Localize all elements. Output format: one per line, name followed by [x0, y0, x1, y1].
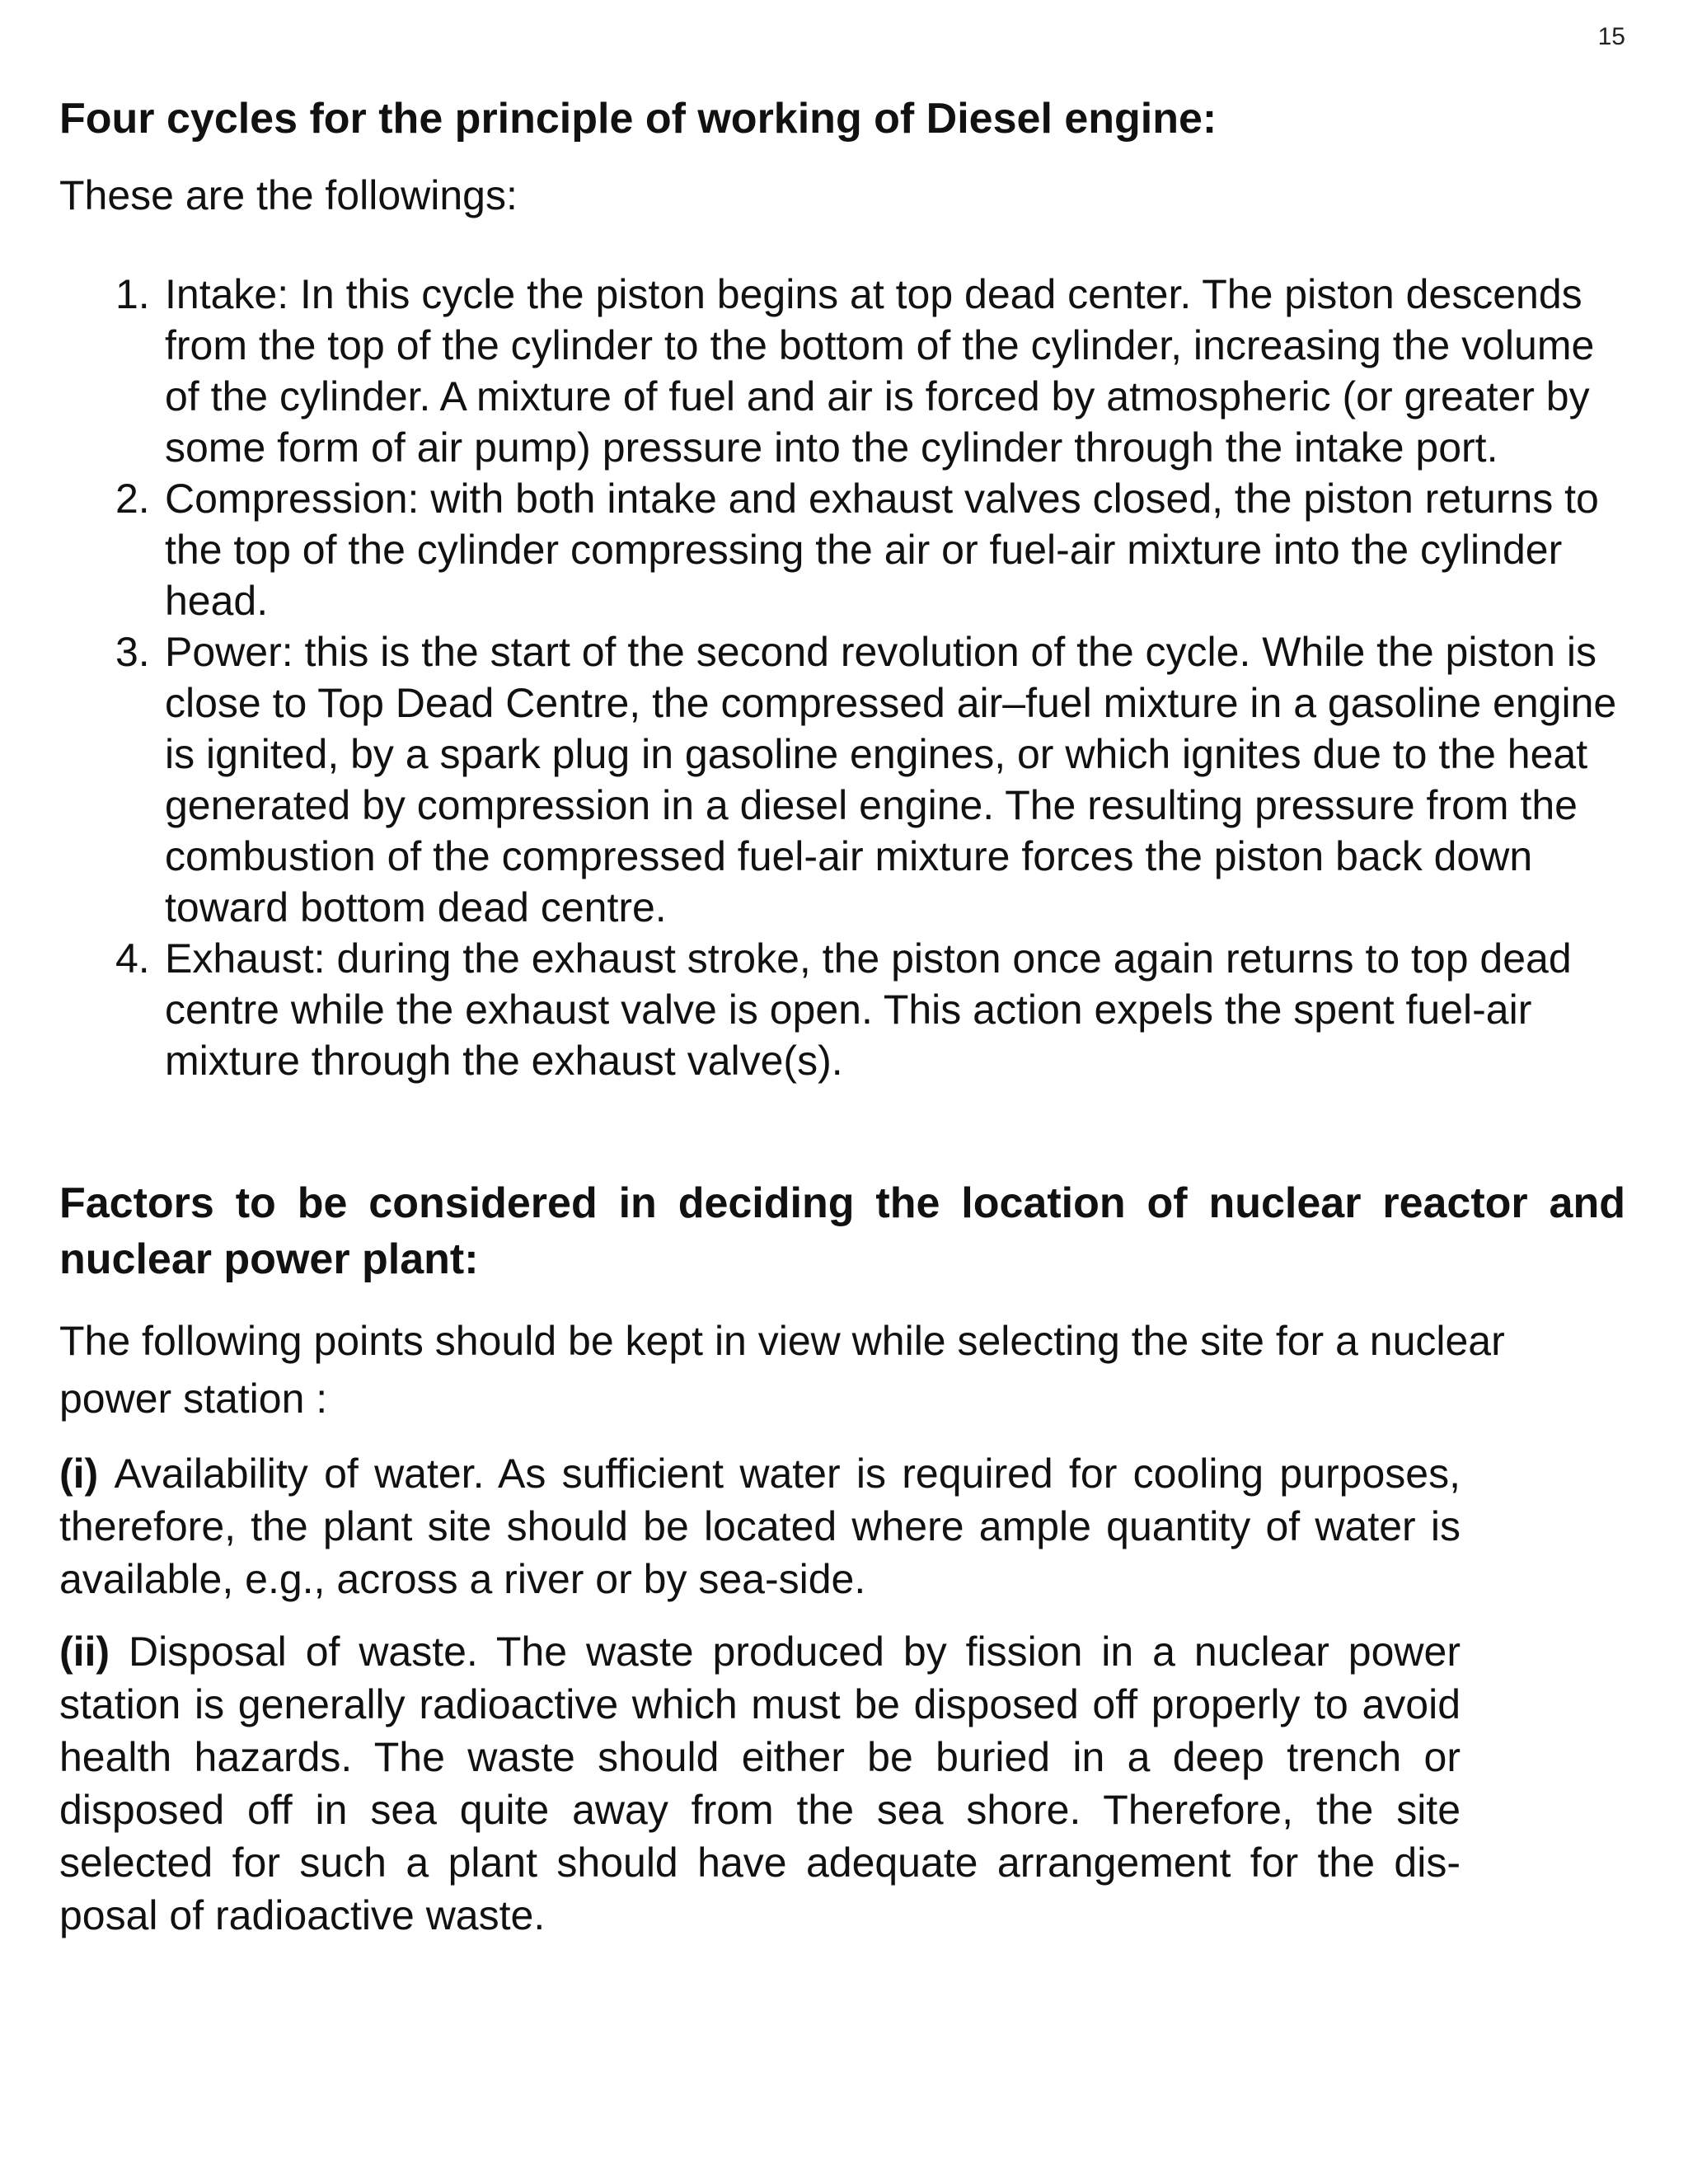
cycle-item-intake: [59, 269, 1625, 473]
cycle-list: [59, 269, 1625, 1086]
factor-text: Disposal of waste. The waste produced by fission in a nuclear power station is generally radioactive which must be disposed off properly to avoid health hazards. The waste should either be buried in a deep trench or disposed off in sea quite away from the sea shore. Therefore, the site selected for such a plant should have adequate arrangement for the dis- posal of radioactive waste.: [59, 1629, 1461, 1938]
list-number: 1.: [115, 271, 150, 317]
section-heading-diesel-cycles: Four cycles for the principle of working of Diesel engine:: [59, 95, 1217, 143]
section-intro-nuclear-location: The following points should be kept in view while selecting the site for a nuclear power station :: [59, 1318, 1505, 1422]
list-item-text: Power: this is the start of the second revolution of the cycle. While the piston is close to Top Dead Centre, the compressed air–fuel mixture in a gasoline engine is ignited, by a spark plug in gasoline engines, or which ignites due to the heat generated by compression in a diesel engine. The resulting pressure from the combustion of the compressed fuel-air mixture forces the piston back down toward bottom dead centre.: [165, 629, 1617, 930]
cycle-item-compression: [59, 473, 1625, 626]
list-item-text: Compression: with both intake and exhaust valves closed, the piston returns to the top of the cylinder compressing the air or fuel-air mixture into the cylinder head.: [165, 476, 1599, 624]
page-number: 15: [1597, 23, 1625, 50]
cycle-item-exhaust: [59, 933, 1625, 1086]
factor-availability-of-water: [59, 1447, 1461, 1605]
list-number: 4.: [115, 935, 150, 982]
list-number: 2.: [115, 476, 150, 522]
section-spacer: [59, 1086, 1625, 1175]
factor-label: (ii): [59, 1629, 129, 1675]
factor-disposal-of-waste: [59, 1625, 1461, 1942]
page-content: [59, 91, 1625, 1942]
section-heading-nuclear-location: Factors to be considered in deciding the location of nuclear reactor and nuclear power plant:: [59, 1179, 1625, 1283]
list-item-text: Intake: In this cycle the piston begins at top dead center. The piston descends from the top of the cylinder to the bottom of the cylinder, increasing the volume of the cylinder. A mixture of fuel and air is forced by atmospheric (or greater by some form of air pump) pressure into the cylinder through the intake port.: [165, 271, 1595, 471]
section-intro-diesel-cycles: These are the followings:: [59, 172, 518, 218]
list-item-text: Exhaust: during the exhaust stroke, the piston once again returns to top dead centre while the exhaust valve is open. This action expels the spent fuel-air mixture through the exhaust valve(s).: [165, 935, 1572, 1084]
factor-text: Availability of water. As sufficient water is required for cooling purposes, therefore, the plant site should be located where ample quantity of water is available, e.g., across a river or by sea-side.: [59, 1451, 1461, 1602]
list-number: 3.: [115, 629, 150, 675]
factor-label: (i): [59, 1451, 115, 1497]
cycle-item-power: [59, 626, 1625, 933]
